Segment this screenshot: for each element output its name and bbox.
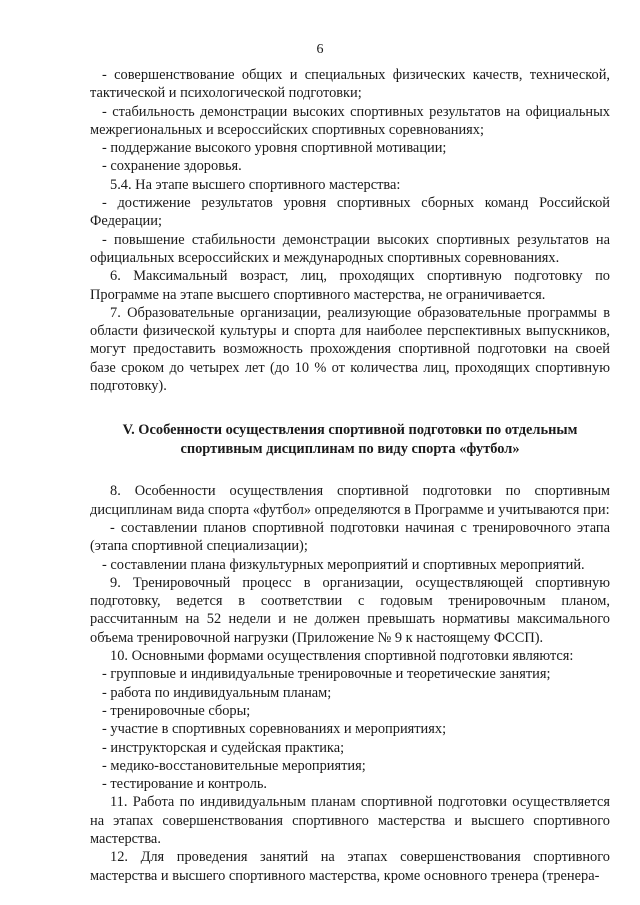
document-body [90, 66, 610, 885]
paragraph-form-6: - медико-восстановительные мероприятия; [102, 757, 366, 774]
paragraph-form-2: - работа по индивидуальным планам; [102, 684, 332, 701]
paragraph-5-4: 5.4. На этапе высшего спортивного мастерства: [110, 176, 401, 193]
section-heading-line-2: спортивным дисциплинам по виду спорта «футбол» [180, 440, 520, 457]
paragraph-form-4: - участие в спортивных соревнованиях и мероприятиях; [102, 721, 447, 738]
paragraph-9: 9. Тренировочный процесс в организации, осуществляющей спортивную подготовку, ведется в соответствии с годовым тренировочным планом, рассчитанным на 52 недели и не должен превышать нормативы максимального объема тренировочной нагрузки (Приложение № 9 к настоящему ФССП). [90, 574, 610, 646]
paragraph-bullet-7: - составлении планов спортивной подготовки начиная с тренировочного этапа (этапа спортивной специализации); [90, 519, 610, 555]
paragraph-form-5: - инструкторская и судейская практика; [102, 739, 345, 756]
paragraph-bullet-2: - стабильность демонстрации высоких спортивных результатов на официальных межрегиональных и всероссийских спортивных соревнованиях; [90, 103, 610, 138]
paragraph-bullet-8: - составлении плана физкультурных мероприятий и спортивных мероприятий. [102, 556, 585, 573]
paragraph-12: 12. Для проведения занятий на этапах совершенствования спортивного мастерства и высшего спортивного мастерства, кроме основного тренера (тренера- [90, 849, 610, 884]
paragraph-8: 8. Особенности осуществления спортивной подготовки по спортивным дисциплинам вида спорта «футбол» определяются в Программе и учитываются при: [90, 483, 610, 518]
paragraph-form-1: - групповые и индивидуальные тренировочные и теоретические занятия; [102, 666, 551, 683]
page-number: 6 [316, 42, 324, 57]
paragraph-bullet-4: - сохранение здоровья. [102, 158, 242, 175]
paragraph-7: 7. Образовательные организации, реализующие образовательные программы в области физической культуры и спорта для наиболее перспективных выпускников, могут предоставить возможность прохождения спортивной подготовки на своей базе сроком до четырех лет (до 10 % от количества лиц, проходящих спортивную подготовку). [90, 304, 610, 395]
section-heading-line-1: V. Особенности осуществления спортивной подготовки по отдельным [122, 422, 578, 439]
paragraph-form-7: - тестирование и контроль. [102, 776, 268, 793]
paragraph-bullet-1: - совершенствование общих и специальных физических качеств, технической, тактической и психологической подготовки; [90, 67, 610, 102]
paragraph-11: 11. Работа по индивидуальным планам спортивной подготовки осуществляется на этапах совершенствования спортивного мастерства и высшего спортивного мастерства. [90, 794, 610, 847]
section-heading [90, 421, 610, 458]
paragraph-form-3: - тренировочные сборы; [102, 702, 251, 719]
paragraph-6: 6. Максимальный возраст, лиц, проходящих спортивную подготовку по Программе на этапе высшего спортивного мастерства, не ограничивается. [90, 268, 610, 303]
paragraph-bullet-5: - достижение результатов уровня спортивных сборных команд Российской Федерации; [90, 195, 610, 230]
paragraph-bullet-6: - повышение стабильности демонстрации высоких спортивных результатов на официальных всероссийских и международных спортивных соревнованиях. [90, 231, 610, 266]
paragraph-10: 10. Основными формами осуществления спортивной подготовки являются: [110, 648, 574, 665]
paragraph-bullet-3: - поддержание высокого уровня спортивной мотивации; [102, 140, 447, 157]
